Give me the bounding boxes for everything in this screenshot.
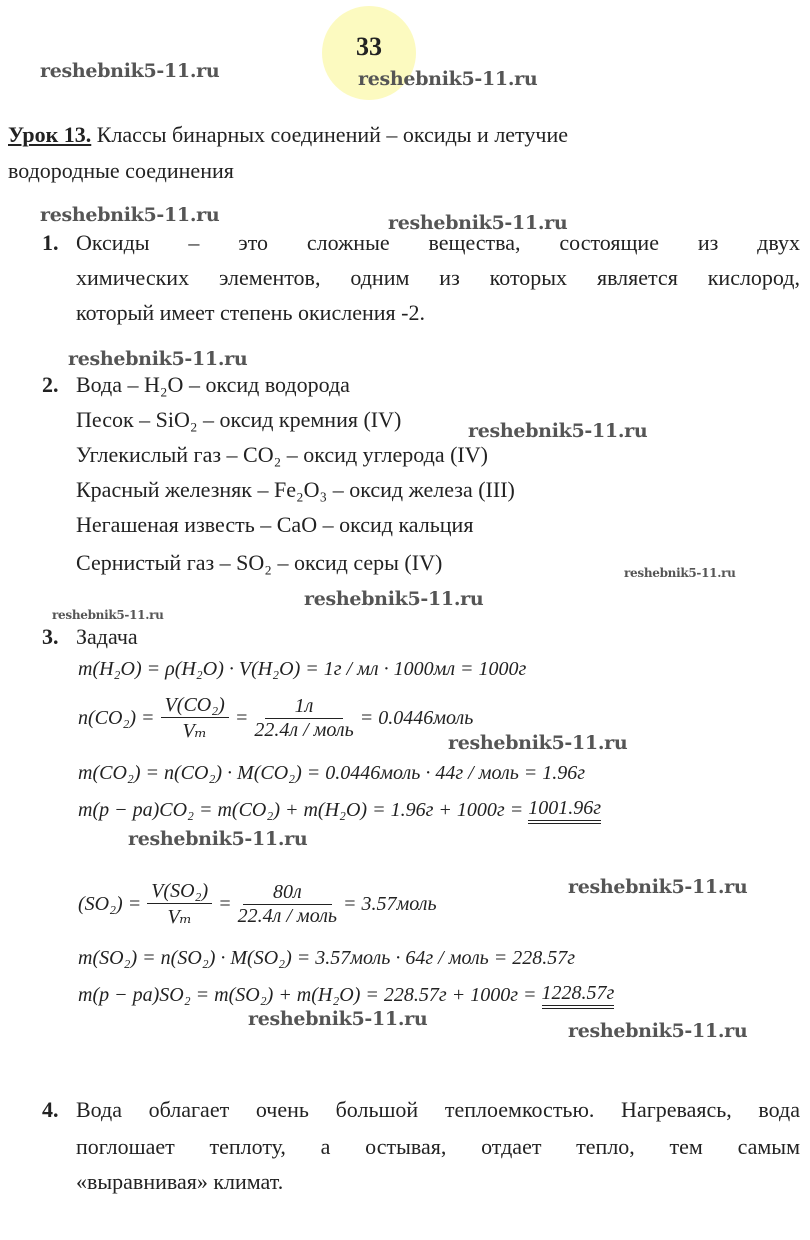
item-number: 3. <box>42 624 59 649</box>
oxide-line: Сернистый газ – SO₂ – оксид серы (IV) <box>76 550 443 575</box>
paragraph-line: который имеет степень окисления -2. <box>76 300 425 325</box>
lesson-title: Урок 13. Классы бинарных соединений – оксиды и летучие <box>8 122 568 147</box>
watermark: reshebnik5-11.ru <box>40 60 220 82</box>
item-number: 1. <box>42 230 59 255</box>
item-number: 4. <box>42 1097 59 1122</box>
lesson-title-line2: водородные соединения <box>8 158 234 183</box>
watermark: reshebnik5-11.ru <box>468 420 648 442</box>
paragraph-line: «выравнивая» климат. <box>76 1169 284 1194</box>
page-number: 33 <box>356 32 382 61</box>
oxide-line: Негашеная известь – CaO – оксид кальция <box>76 512 474 537</box>
watermark: reshebnik5-11.ru <box>128 828 308 850</box>
watermark: reshebnik5-11.ru <box>358 68 538 90</box>
oxide-line: Песок – SiO₂ – оксид кремния (IV) <box>76 407 402 432</box>
paragraph-line: поглошает теплоту, а остывая, отдает тепло, тем самым <box>76 1134 800 1159</box>
oxide-line: Красный железняк – Fe₂O₃ – оксид железа (III) <box>76 477 515 502</box>
formula: m(p − pa)SO₂ = m(SO₂) + m(H₂O) = 228.57г + 1000г = 1228.57г <box>78 982 614 1009</box>
paragraph-line: Вода облагает очень большой теплоемкостью. Нагреваясь, вода <box>76 1097 800 1122</box>
paragraph-line: химических элементов, одним из которых является кислород, <box>76 265 800 290</box>
watermark: reshebnik5-11.ru <box>68 348 248 370</box>
oxide-line: Углекислый газ – CO₂ – оксид углерода (IV) <box>76 442 488 467</box>
formula: m(H₂O) = ρ(H₂O) · V(H₂O) = 1г / мл · 1000мл = 1000г <box>78 658 527 680</box>
watermark: reshebnik5-11.ru <box>568 876 748 898</box>
watermark: reshebnik5-11.ru <box>40 204 220 226</box>
formula-fraction: (SO₂) = $\frac{\text{V(SO₂)}}{\text{Vₘ}}$ = $\frac{80л}{\text{22.4л / моль}}$ = 3.57моль <box>78 880 437 928</box>
watermark: reshebnik5-11.ru <box>388 212 568 234</box>
watermark: reshebnik5-11.ru <box>304 588 484 610</box>
oxide-line: Вода – H₂O – оксид водорода <box>76 372 350 397</box>
answer: 1001.96г <box>528 797 601 824</box>
task-label: Задача <box>76 624 138 649</box>
answer: 1228.57г <box>542 982 615 1009</box>
formula: m(SO₂) = n(SO₂) · M(SO₂) = 3.57моль · 64г / моль = 228.57г <box>78 947 576 969</box>
watermark: reshebnik5-11.ru <box>448 732 628 754</box>
watermark: reshebnik5-11.ru <box>624 566 736 580</box>
watermark: reshebnik5-11.ru <box>52 608 164 622</box>
watermark: reshebnik5-11.ru <box>568 1020 748 1042</box>
formula-fraction: n(CO₂) = $\frac{\text{V(CO₂)}}{\text{Vₘ}}$ = $\frac{1л}{\text{22.4л / моль}}$ = 0.0446моль <box>78 694 474 742</box>
formula: m(p − pa)CO₂ = m(CO₂) + m(H₂O) = 1.96г + 1000г = 1001.96г <box>78 797 601 824</box>
paragraph-line: Оксиды – это сложные вещества, состоящие из двух <box>76 230 800 255</box>
watermark: reshebnik5-11.ru <box>248 1008 428 1030</box>
item-number: 2. <box>42 372 59 397</box>
formula: m(CO₂) = n(CO₂) · M(CO₂) = 0.0446моль · 44г / моль = 1.96г <box>78 762 586 784</box>
